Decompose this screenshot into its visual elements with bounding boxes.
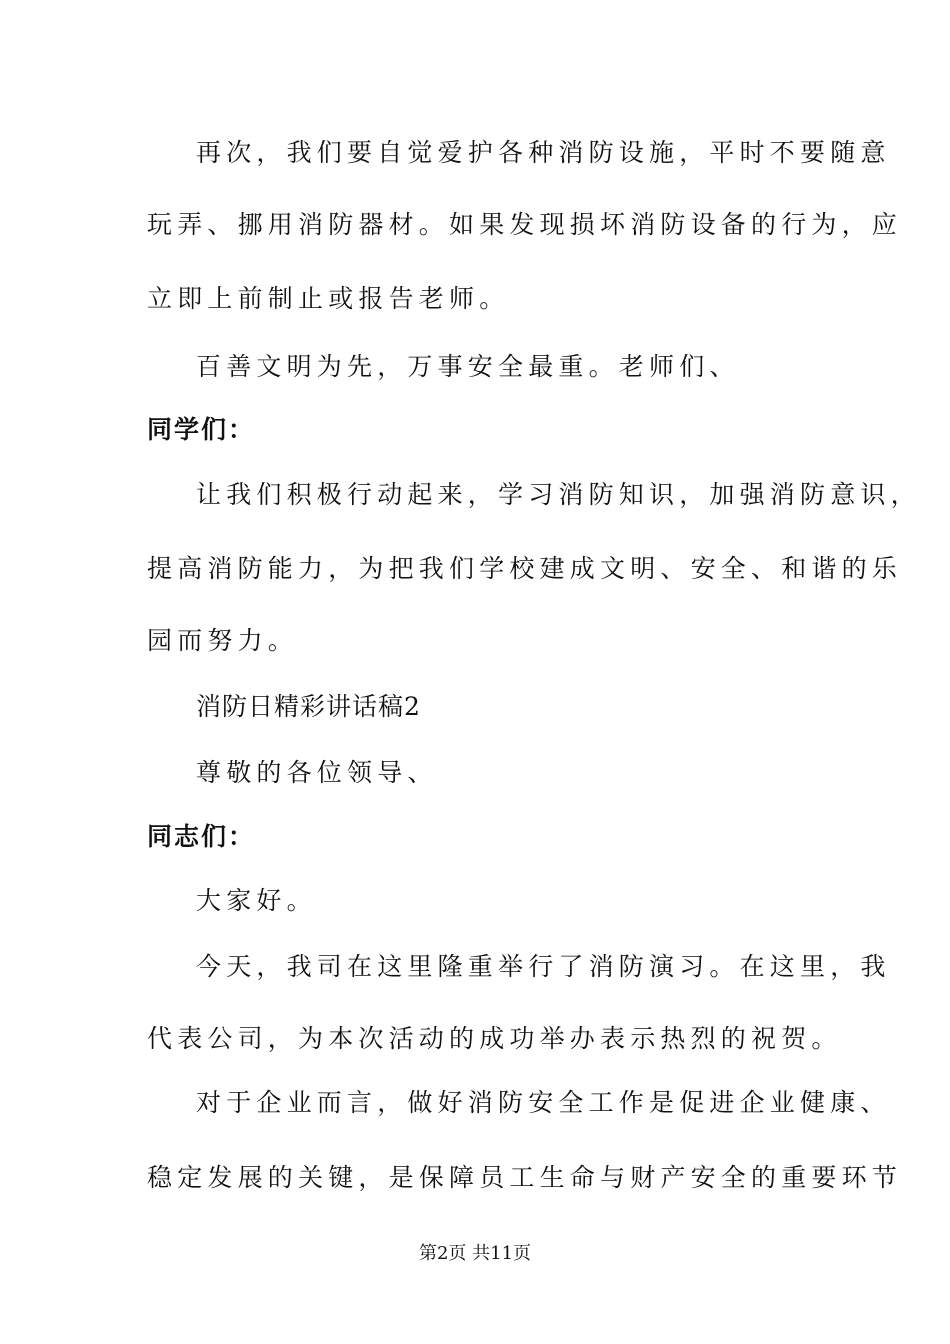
paragraph-line: 提高消防能力，为把我们学校建成文明、安全、和谐的乐 bbox=[147, 554, 903, 583]
paragraph-line: 园而努力。 bbox=[147, 626, 299, 655]
paragraph-line: 今天，我司在这里隆重举行了消防演习。在这里，我 bbox=[196, 952, 891, 981]
paragraph-line: 玩弄、挪用消防器材。如果发现损坏消防设备的行为，应 bbox=[147, 210, 903, 239]
page-footer: 第2页 共11页 bbox=[418, 1243, 532, 1264]
paragraph-line: 立即上前制止或报告老师。 bbox=[147, 284, 510, 313]
salutation-heading: 同学们： bbox=[147, 415, 256, 444]
paragraph-line: 代表公司，为本次活动的成功举办表示热烈的祝贺。 bbox=[147, 1024, 842, 1053]
paragraph-line: 大家好。 bbox=[196, 886, 317, 915]
section-title: 消防日精彩讲话稿2 bbox=[196, 692, 421, 721]
paragraph-line: 让我们积极行动起来，学习消防知识，加强消防意识， bbox=[196, 480, 921, 509]
paragraph-line: 尊敬的各位领导、 bbox=[196, 758, 438, 787]
paragraph-line: 对于企业而言，做好消防安全工作是促进企业健康、 bbox=[196, 1088, 891, 1117]
paragraph-line: 再次，我们要自觉爱护各种消防设施，平时不要随意 bbox=[196, 138, 891, 167]
paragraph-line: 稳定发展的关键，是保障员工生命与财产安全的重要环节 bbox=[147, 1163, 903, 1192]
paragraph-line: 百善文明为先，万事安全最重。老师们、 bbox=[196, 352, 740, 381]
salutation-heading: 同志们： bbox=[147, 822, 256, 851]
